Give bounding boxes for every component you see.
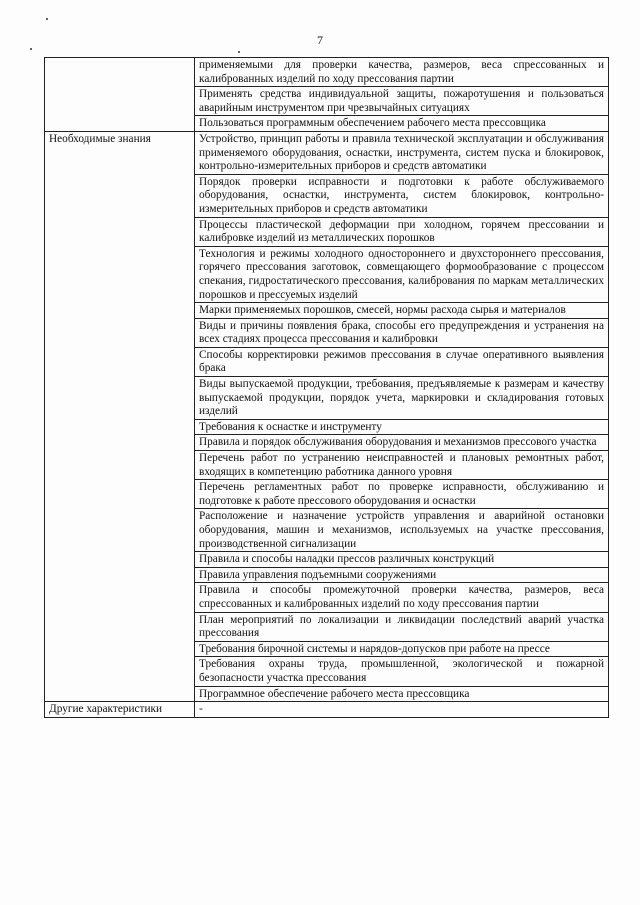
row-item: Устройство, принцип работы и правила технической эксплуатации и обслуживания применяемого оборудования, оснастки, инструмента, систем пуска и блокировок, контрольно-измерительных приборов и средств автоматики — [195, 131, 609, 174]
row-item: Требования охраны труда, промышленной, экологической и пожарной безопасности участка прессования — [195, 657, 609, 686]
scan-speck — [30, 48, 32, 50]
row-item: Правила и способы промежуточной проверки качества, размеров, веса спрессованных и калиброванных изделий по ходу прессования партии — [195, 583, 609, 612]
row-item: Технология и режимы холодного одностороннего и двухстороннего прессования, горячего прессования заготовок, совмещающего формообразование с процессом спекания, гидростатического прессования, калибрования по маркам металлических порошков и прессуемых изделий — [195, 246, 609, 302]
row-item: Программное обеспечение рабочего места прессовщика — [195, 686, 609, 702]
row-item: Правила и способы наладки прессов различных конструкций — [195, 552, 609, 568]
row-item: Расположение и назначение устройств управления и аварийной остановки оборудования, машин и механизмов, используемых на участке прессования, производственной сигнализации — [195, 509, 609, 552]
row-item: Правила и порядок обслуживания оборудования и механизмов прессового участка — [195, 435, 609, 451]
row-item: Правила управления подъемными сооружениями — [195, 567, 609, 583]
row-item: Марки применяемых порошков, смесей, нормы расхода сырья и материалов — [195, 303, 609, 319]
table-row — [45, 58, 609, 87]
row-item: Способы корректировки режимов прессования в случае оперативного выявления брака — [195, 347, 609, 376]
row-item: Процессы пластической деформации при холодном, горячем прессовании и калибровке изделий из металлических порошков — [195, 217, 609, 246]
row-item: План мероприятий по локализации и ликвидации последствий аварий участка прессования — [195, 612, 609, 641]
requirements-table — [44, 57, 609, 718]
row-item: применяемыми для проверки качества, размеров, веса спрессованных и калиброванных изделий по ходу прессования партии — [195, 58, 609, 87]
row-label — [45, 58, 195, 132]
scan-speck — [46, 18, 48, 20]
row-item: Порядок проверки исправности и подготовки к работе обслуживаемого оборудования, оснастки, инструмента, систем блокировок, контрольно-измерительных приборов и средств автоматики — [195, 174, 609, 217]
scan-speck — [238, 51, 240, 53]
required-knowledge-label: Необходимые знания — [45, 131, 195, 701]
table-row — [45, 131, 609, 174]
row-item: Пользоваться программным обеспечением рабочего места прессовщика — [195, 116, 609, 132]
other-characteristics-label: Другие характеристики — [45, 702, 195, 718]
row-item: Виды выпускаемой продукции, требования, предъявляемые к размерам и качеству выпускаемой продукции, порядок учета, маркировки и складирования готовых изделий — [195, 377, 609, 420]
row-item: Перечень работ по устранению неисправностей и плановых ремонтных работ, входящих в компетенцию работника данного уровня — [195, 451, 609, 480]
row-item: Требования к оснастке и инструменту — [195, 419, 609, 435]
table-row — [45, 702, 609, 718]
page-number: 7 — [317, 33, 323, 47]
row-item: Перечень регламентных работ по проверке исправности, обслуживанию и подготовке к работе прессового оборудования и оснастки — [195, 480, 609, 509]
row-item: Виды и причины появления брака, способы его предупреждения и устранения на всех стадиях процесса прессования и калибровки — [195, 318, 609, 347]
row-item: Применять средства индивидуальной защиты, пожаротушения и пользоваться аварийным инструментом при чрезвычайных ситуациях — [195, 87, 609, 116]
row-item: Требования бирочной системы и нарядов-допусков при работе на прессе — [195, 641, 609, 657]
other-characteristics-value: - — [195, 702, 609, 718]
